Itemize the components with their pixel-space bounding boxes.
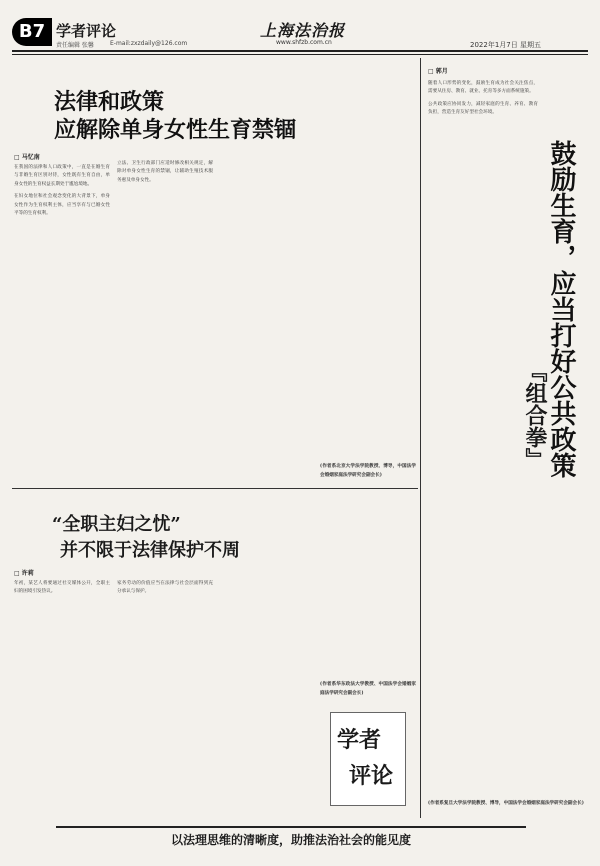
section-title: 学者评论: [56, 22, 117, 40]
article1-title-line2: 应解除单身女性生育禁锢: [54, 117, 297, 143]
article1-col1: [14, 164, 110, 482]
article1-title-line1: 法律和政策: [54, 89, 165, 115]
column-divider: [420, 58, 421, 818]
scholar-review-logo: [330, 712, 406, 806]
article3-byline: □ 郭月: [428, 68, 448, 75]
article1-paragraph: 立法、卫生行政部门应适时修改相关规定，解除对单身女性生育的禁锢，让辅助生殖技术服务惠及单身女性。: [117, 161, 213, 183]
article1-author-note: (作者系北京大学法学院教授、博导，中国法学会婚姻家庭法学研究会副会长): [320, 464, 416, 478]
masthead-logo: 上海法治报: [260, 21, 346, 40]
article-divider: [12, 488, 418, 489]
dateline: 2022年1月7日 星期五: [470, 41, 541, 49]
article1-byline: □ 马忆南: [14, 154, 40, 161]
header-rule: [12, 50, 588, 52]
article3-paragraph: 随着人口形势的变化，鼓励生育成为社会关注焦点，需要从住房、教育、就业、托育等多方面系统施策。: [428, 81, 538, 95]
article2-title-line1: “全职主妇之忧”: [52, 514, 181, 535]
article2-author-note: (作者系华东政法大学教授、中国法学会婚姻家庭法学研究会副会长): [320, 682, 416, 696]
article3-paragraph: 公共政策应协同发力，减轻家庭的生育、养育、教育负担，营造生育友好型社会环境。: [428, 101, 538, 116]
article2-col4: [320, 580, 416, 700]
article1-col2: [117, 160, 213, 482]
article3-title: 鼓励生育，应当打好公共政策: [546, 140, 576, 478]
article1-paragraph: 在我国的法律和人口政策中，一直是在婚生育与非婚生育区别对待，女性既有生育自由，单身女性的生育权益长期处于尴尬境地。: [14, 165, 110, 187]
article1-paragraph: 在妇女地位和社会观念变化的大背景下，单身女性作为生育权利主体，应当享有与已婚女性平等的生育权利。: [14, 194, 110, 217]
website-url: www.shfzb.com.cn: [276, 39, 332, 46]
article2-col2: [117, 580, 213, 816]
article3-col2: [428, 490, 586, 810]
article2-col1: [14, 580, 110, 816]
article1-col4: [320, 160, 416, 482]
header-rule-thin: [12, 54, 588, 55]
logo-line1: 学者: [337, 727, 382, 753]
article1-col3: [220, 160, 316, 482]
article3-author-note: (作者系复旦大学法学院教授、博导，中国法学会婚姻家庭法学研究会副会长): [428, 800, 584, 806]
article2-col3: [220, 580, 316, 816]
page-number-badge: B7: [12, 18, 52, 46]
bottom-banner: 以法理思维的清晰度，助推法治社会的能见度: [56, 826, 526, 850]
editor-email: E-mail:zxzdaily@126.com: [110, 40, 188, 47]
article2-paragraph: 家务劳动的价值应当在法律与社会层面得到充分承认与保护。: [117, 581, 213, 595]
article3-col1: [428, 80, 538, 480]
article2-title-line2: 并不限于法律保护不周: [60, 540, 240, 561]
article2-byline: □ 许莉: [14, 570, 34, 577]
article3-title-box: 『组合拳』: [522, 360, 548, 470]
logo-line2: 评论: [349, 763, 394, 789]
article2-paragraph: 年初，某艺人将要通过社交媒体公开，全职主妇的困境引发热议。: [14, 581, 110, 595]
editor-credit: 责任编辑 张馨: [56, 42, 94, 49]
